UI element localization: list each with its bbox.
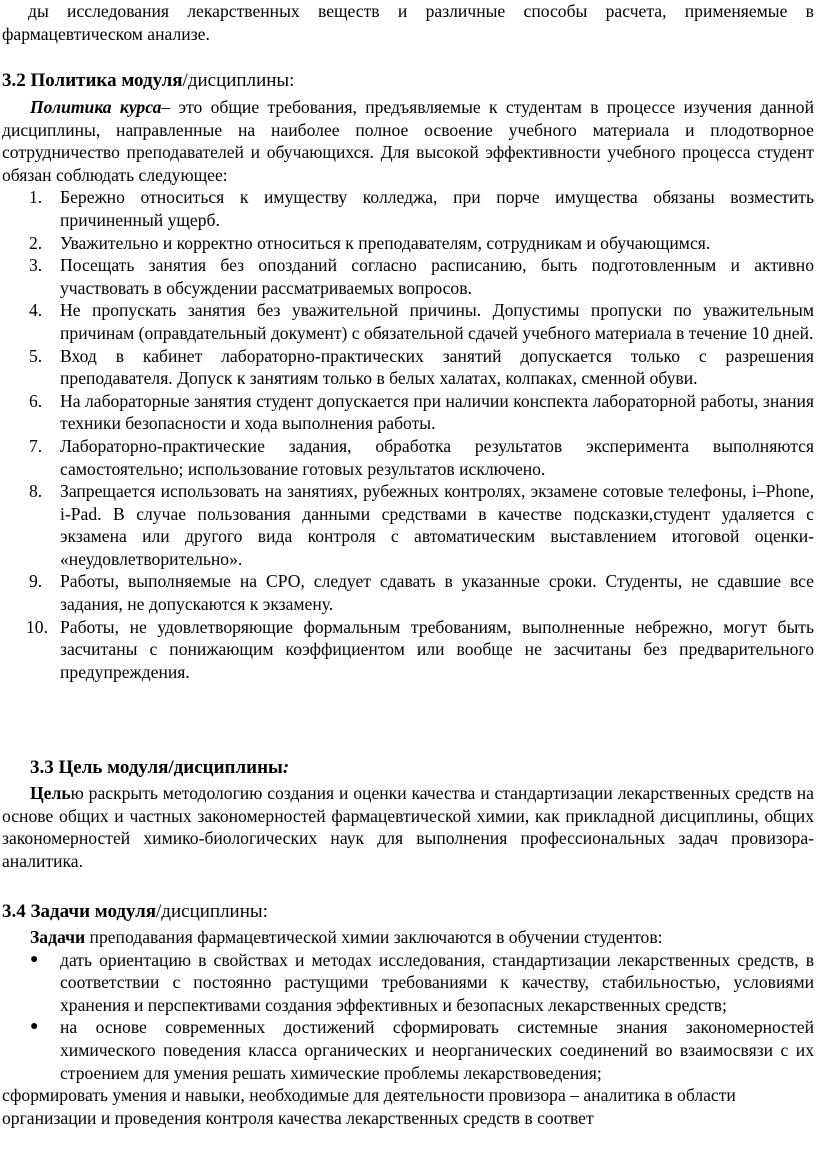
tasks-tail-paragraph: сформировать умения и навыки, необходимые для деятельности провизора – аналитика в области организации и проведения контроля качества лекарственных средств в соответ (2, 1085, 736, 1128)
policy-item-number: 10. (26, 616, 48, 637)
policy-item-text: На лабораторные занятия студент допускается при наличии конспекта лабораторной работы, знания техники безопасности и хода выполнения работы. (60, 390, 814, 434)
bullet-icon: ● (30, 951, 39, 967)
bullet-icon: ● (30, 1019, 39, 1035)
course-policy-label: Политика курса (30, 97, 162, 117)
tasks-lead-paragraph (2, 926, 814, 949)
section-3-3-heading-colon: : (282, 757, 290, 778)
policy-item-5 (2, 345, 814, 390)
policy-item-text: Запрещается использовать на занятиях, рубежных контролях, экзамене сотовые телефоны, i–Phone, i-Pad. В случае пользования данными средствами в качестве подсказки,студент удаляется с экзамена или другого вида контроля с автоматическим выставлением итоговой оценки- «неудовлетворительно». (60, 481, 814, 569)
policy-item-number: 5. (29, 345, 43, 366)
tasks-bullet-list (2, 949, 814, 1085)
policy-item-7 (2, 435, 814, 480)
policy-item-text: Работы, выполняемые на СРО, следует сдавать в указанные сроки. Студенты, не сдавшие все задания, не допускаются к экзамену. (60, 571, 814, 615)
policy-item-text: Лабораторно-практические задания, обработка результатов эксперимента выполняются самостоятельно; использование готовых результатов исключено. (60, 435, 814, 479)
course-policy-paragraph (2, 96, 814, 186)
tasks-bullet-item (2, 1016, 814, 1084)
policy-item-3 (2, 254, 814, 299)
section-3-3-heading-text: 3.3 Цель модуля/дисциплины (30, 757, 283, 778)
policy-list (2, 186, 814, 683)
section-3-2-heading (2, 69, 294, 93)
tasks-bullet-item (2, 949, 814, 1017)
goal-text: ю раскрыть методологию создания и оценки качества и стандартизации лекарственных средств на основе общих и частных закономерностей фармацевтической химии, как прикладной дисциплины, общих закономерностей химико-биологических наук для выполнения профессиональных задач провизора-аналитика. (2, 783, 814, 871)
section-3-2-body (2, 96, 814, 683)
policy-item-text: Посещать занятия без опозданий согласно расписанию, быть подготовленным и активно участвовать в обсуждении рассматриваемых вопросов. (60, 255, 814, 298)
policy-item-number: 6. (29, 390, 43, 411)
goal-paragraph (2, 782, 814, 872)
policy-item-text: Бережно относиться к имуществу колледжа, при порче имущества обязаны возместить причиненный ущерб. (60, 187, 814, 230)
policy-item-9 (2, 570, 814, 615)
section-3-2-heading-bold: 3.2 Политика модуля (2, 70, 183, 91)
policy-item-10 (2, 616, 814, 684)
section-3-4-heading-rest: /дисциплины: (156, 901, 268, 922)
tasks-bullet-text: на основе современных достижений сформировать системные знания закономерностей химического поведения класса органических и неорганических соединений во взаимосвязи с их строением для умения решать химические проблемы лекарствоведения; (60, 1017, 814, 1083)
section-3-3-heading (30, 756, 289, 780)
policy-item-2 (2, 232, 814, 255)
section-3-4-heading-bold: 3.4 Задачи модуля (2, 901, 157, 922)
tasks-bullet-text: дать ориентацию в свойствах и методах исследования, стандартизации лекарственных средств, в соответствии с постоянно растущими требованиями к качеству, стабильностью, условиями хранения и перспективами создания эффективных и безопасных лекарственных средств; (60, 949, 814, 1015)
section-3-2-heading-rest: /дисциплины: (182, 70, 295, 91)
section-3-4-body (2, 926, 814, 1129)
policy-item-text: Вход в кабинет лабораторно-практических занятий допускается только с разрешения преподавателя. Допуск к занятиям только в белых халатах, колпаках, сменной обуви. (60, 345, 814, 389)
tasks-label: Задачи (30, 927, 86, 947)
policy-item-text: Работы, не удовлетворяющие формальным требованиям, выполненные небрежно, могут быть засчитаны с понижающим коэффициентом или вообще не засчитаны без предварительного предупреждения. (60, 616, 814, 682)
tasks-lead-text: преподавания фармацевтической химии заключаются в обучении студентов: (85, 927, 663, 947)
intro-line-1: ды исследования лекарственных веществ и различные способы расчета, применяемые в (28, 1, 814, 21)
policy-item-number: 8. (29, 481, 43, 502)
policy-item-number: 2. (29, 232, 43, 253)
policy-item-1 (2, 186, 814, 231)
intro-line-2: фармацевтическом анализе. (2, 24, 210, 44)
policy-item-8 (2, 480, 814, 570)
policy-item-4 (2, 299, 814, 344)
policy-item-number: 3. (29, 255, 43, 276)
policy-item-text: Не пропускать занятия без уважительной причины. Допустимы пропуски по уважительным причинам (оправдательный документ) с обязательной сдачей учебного материала в течение 10 дней. (60, 300, 814, 343)
policy-item-number: 9. (29, 571, 43, 592)
course-policy-text: – это общие требования, предъявляемые к студентам в процессе изучения данной дисциплины, направленные на наиболее полное освоение учебного материала и плодотворное сотрудничество преподавателей и обучающихся. Для высокой эффективности учебного процесса студент обязан соблюдать следующее: (2, 97, 814, 185)
policy-item-number: 4. (29, 300, 43, 321)
policy-item-number: 7. (29, 435, 43, 456)
policy-item-number: 1. (29, 187, 43, 208)
goal-label: Цель (30, 783, 71, 803)
policy-item-text: Уважительно и корректно относиться к преподавателям, сотрудникам и обучающимся. (60, 232, 711, 253)
section-3-4-heading (2, 900, 268, 924)
policy-item-6 (2, 390, 814, 435)
